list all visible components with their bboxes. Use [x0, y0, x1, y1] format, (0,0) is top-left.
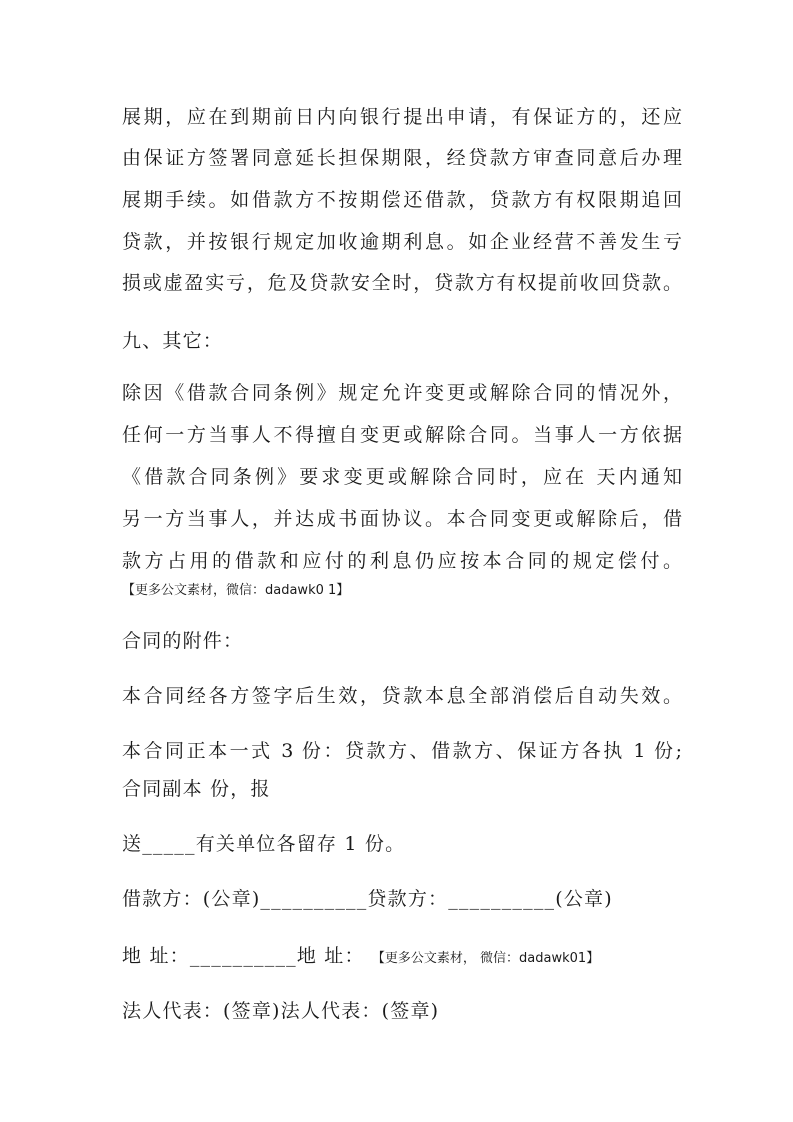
paragraph-line: 款方占用的借款和应付的利息仍应按本合同的规定偿付。 — [122, 550, 682, 572]
paragraph-line: 任何一方当事人不得擅自变更或解除合同。当事人一方依据 — [122, 424, 682, 446]
section-heading: 九、其它： — [122, 330, 224, 352]
paragraph-line: 损或虚盈实亏，危及贷款安全时，贷款方有权提前收回贷款。 — [122, 272, 682, 294]
section-heading: 合同的附件： — [122, 630, 244, 652]
paragraph-line: 除因《借款合同条例》规定允许变更或解除合同的情况外， — [122, 382, 682, 404]
paragraph-line: 送_____有关单位各留存 1 份。 — [122, 833, 406, 855]
paragraph-line: 贷款，并按银行规定加收逾期利息。如企业经营不善发生亏 — [122, 231, 682, 253]
paragraph-line: 另一方当事人，并达成书面协议。本合同变更或解除后，借 — [122, 508, 682, 530]
watermark-note: 【更多公文素材， 微信：dadawk01】 — [371, 951, 600, 966]
paragraph-line: 本合同正本一式 3 份：贷款方、借款方、保证方各执 1 份; — [122, 740, 682, 762]
paragraph-line: 合同副本 份，报 — [122, 778, 271, 800]
paragraph-line: 展期手续。如借款方不按期偿还借款，贷款方有权限期追回 — [122, 189, 682, 211]
signature-line: 借款方：(公章)__________贷款方：__________(公章) — [122, 888, 613, 910]
address-line — [122, 943, 682, 972]
paragraph-line: 《借款合同条例》要求变更或解除合同时，应在 天内通知 — [122, 466, 682, 488]
paragraph-line: 本合同经各方签字后生效，贷款本息全部消偿后自动失效。 — [122, 685, 682, 707]
paragraph-line: 展期，应在到期前日内向银行提出申请，有保证方的，还应 — [122, 106, 682, 128]
watermark-note: 【更多公文素材，微信：dadawk0 1】 — [122, 583, 350, 598]
paragraph-line: 由保证方签署同意延长担保期限，经贷款方审查同意后办理 — [122, 147, 682, 169]
signature-line: 法人代表：(签章)法人代表：(签章) — [122, 1000, 440, 1022]
address-text: 地 址：__________地 址： — [122, 945, 372, 967]
